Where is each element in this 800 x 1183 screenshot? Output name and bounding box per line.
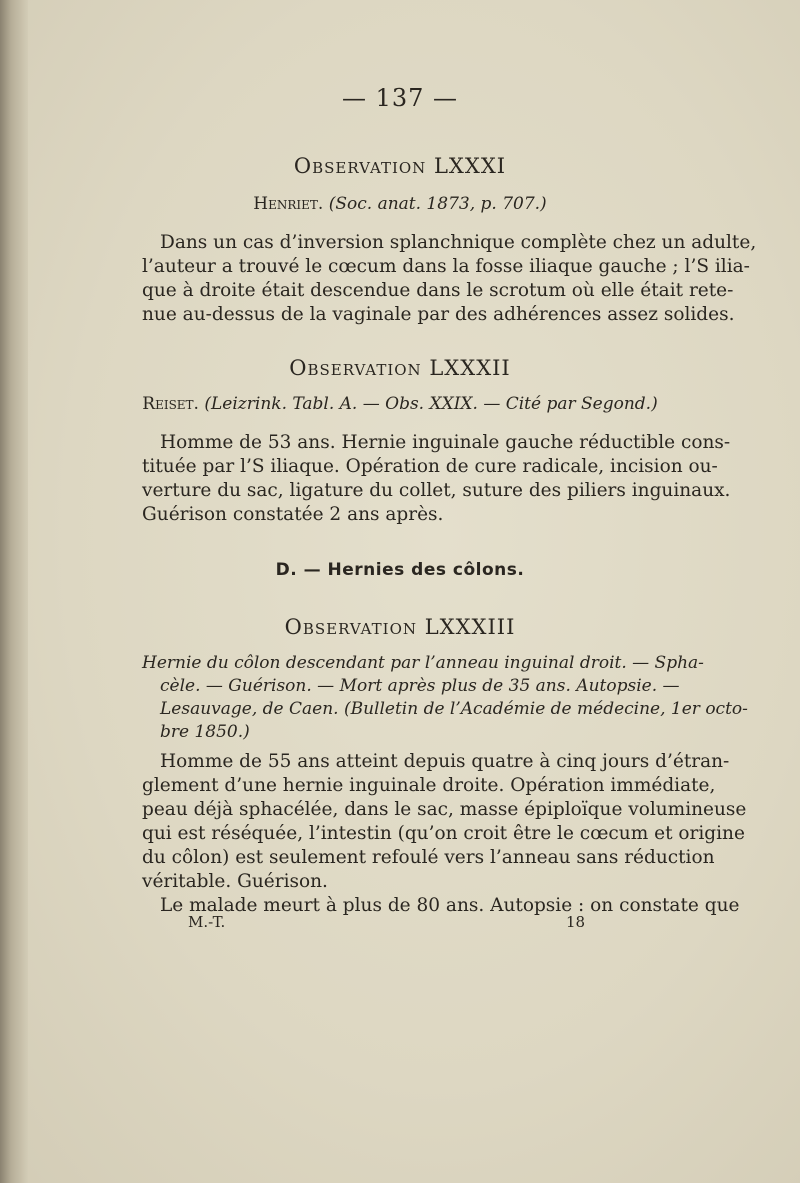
- observation-81-body: [142, 231, 757, 327]
- observation-82-author: Reiset.: [142, 394, 199, 414]
- observation-83-line: glement d’une hernie inguinale droite. Opération immédiate,: [142, 775, 716, 796]
- observation-81-line: que à droite était descendue dans le scrotum où elle était rete-: [142, 280, 734, 301]
- observation-83-line: peau déjà sphacélée, dans le sac, masse épiploïque volumineuse: [142, 799, 747, 820]
- footer-signature: M.-T.: [188, 913, 226, 931]
- observation-83-title: Observation LXXXIII: [284, 615, 516, 639]
- observation-83-line: Homme de 55 ans atteint depuis quatre à cinq jours d’étran-: [160, 751, 730, 772]
- observation-82-reference: [0, 394, 800, 414]
- footer-sheet-number: 18: [566, 913, 586, 931]
- observation-82-body: [142, 431, 731, 527]
- observation-83-line: véritable. Guérison.: [142, 871, 328, 892]
- observation-82-line: Guérison constatée 2 ans après.: [142, 504, 444, 525]
- observation-82-title: Observation LXXXII: [289, 356, 511, 380]
- observation-83-reference-line: cèle. — Guérison. — Mort après plus de 35 ans. Autopsie. —: [160, 676, 680, 696]
- page-number: — 137 —: [341, 84, 459, 112]
- observation-81-source: (Soc. anat. 1873, p. 707.): [328, 194, 547, 214]
- observation-81-title: Observation LXXXI: [293, 154, 507, 178]
- observation-83-reference-line: bre 1850.): [160, 722, 250, 742]
- observation-83-line: Le malade meurt à plus de 80 ans. Autopsie : on constate que: [160, 895, 740, 916]
- observation-83-line: qui est réséquée, l’intestin (qu’on croit être le cœcum et origine: [142, 823, 745, 844]
- observation-81-reference: [0, 194, 800, 214]
- observation-81-line: nue au-dessus de la vaginale par des adhérences assez solides.: [142, 304, 735, 325]
- observation-82-line: verture du sac, ligature du collet, suture des piliers inguinaux.: [142, 480, 731, 501]
- observation-82-line: Homme de 53 ans. Hernie inguinale gauche réductible cons-: [160, 432, 731, 453]
- section-title: D. — Hernies des côlons.: [275, 560, 525, 580]
- observation-83-body: [142, 750, 747, 918]
- observation-81-line: l’auteur a trouvé le cœcum dans la fosse iliaque gauche ; l’S ilia-: [142, 256, 750, 277]
- observation-82-source: (Leizrink. Tabl. A. — Obs. XXIX. — Cité par Segond.): [204, 394, 658, 414]
- observation-83-line: du côlon) est seulement refoulé vers l’anneau sans réduction: [142, 847, 715, 868]
- observation-83-reference: [142, 652, 748, 744]
- observation-83-reference-line: Lesauvage, de Caen. (Bulletin de l’Académie de médecine, 1er octo-: [160, 699, 748, 719]
- observation-81-author: Henriet.: [253, 194, 324, 214]
- observation-82-line: tituée par l’S iliaque. Opération de cure radicale, incision ou-: [142, 456, 718, 477]
- observation-81-line: Dans un cas d’inversion splanchnique complète chez un adulte,: [160, 232, 757, 253]
- observation-83-reference-line: Hernie du côlon descendant par l’anneau inguinal droit. — Spha-: [142, 653, 704, 673]
